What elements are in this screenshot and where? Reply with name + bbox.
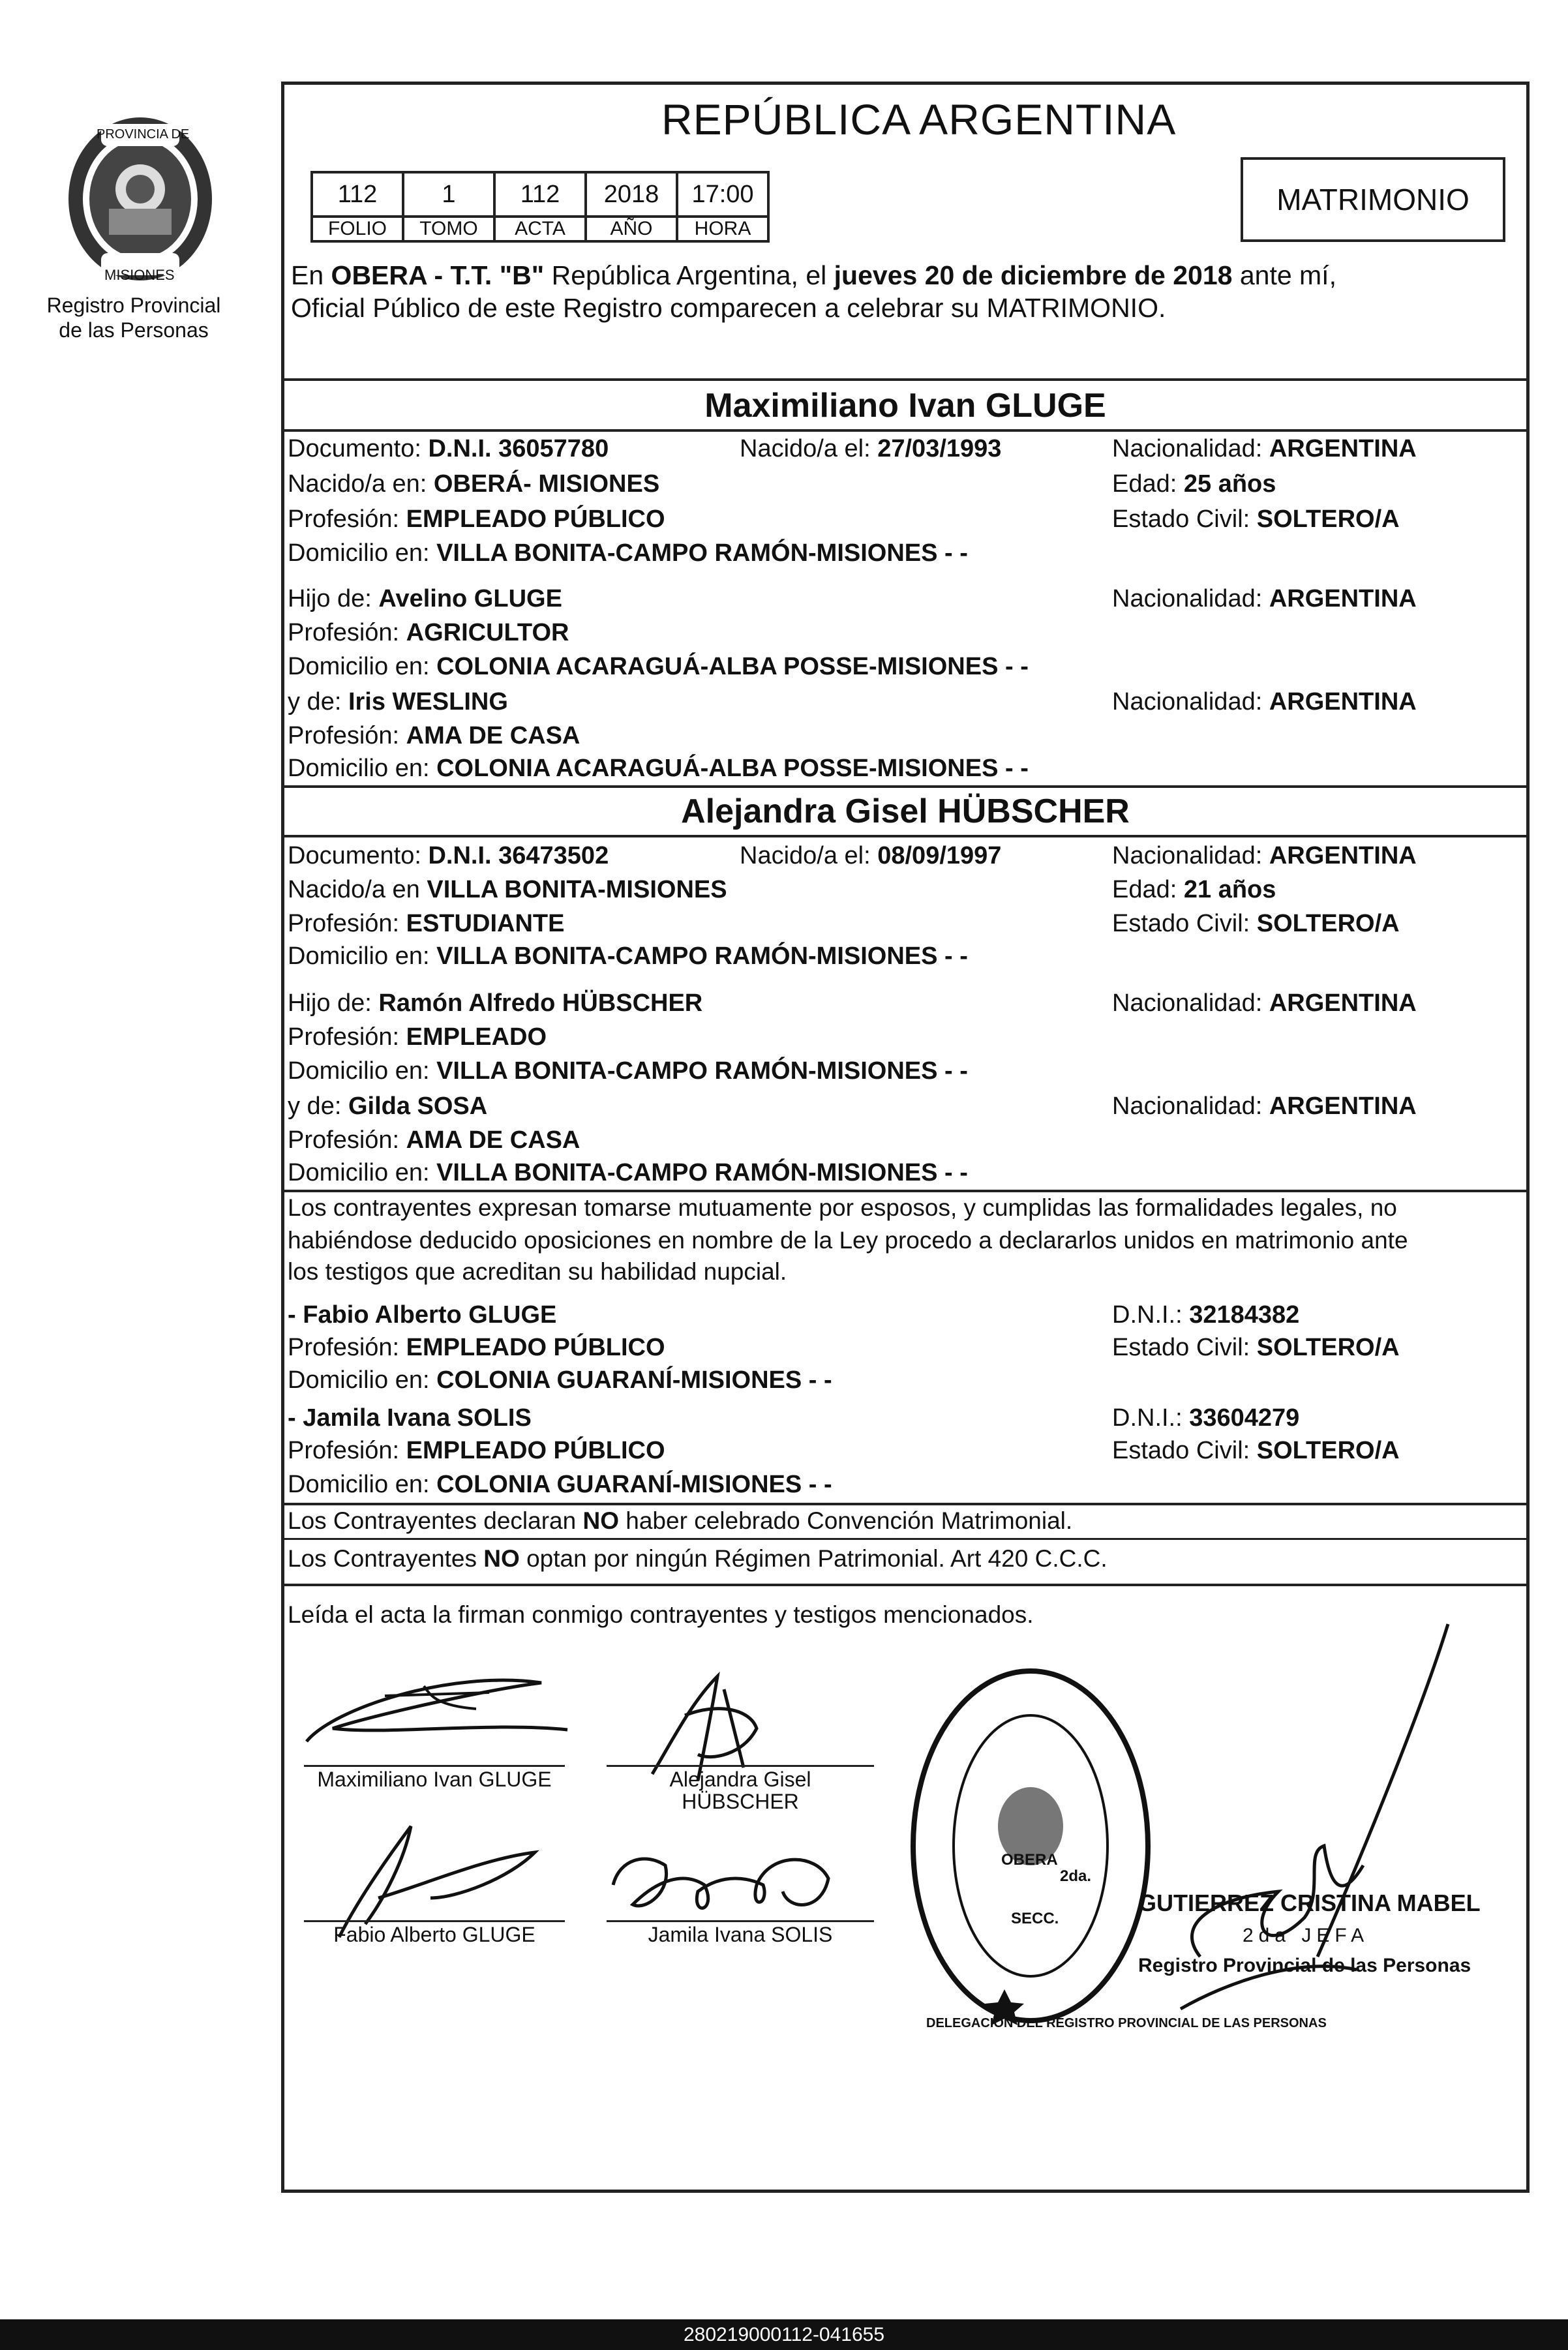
bride-address: Domicilio en: VILLA BONITA-CAMPO RAMÓN-MISIONES - -	[288, 942, 968, 970]
divider-bride	[281, 1190, 1530, 1192]
record-type-box: MATRIMONIO	[1241, 157, 1505, 242]
bride-document: Documento: D.N.I. 36473502	[288, 842, 609, 869]
signature-name-groom: Maximiliano Ivan GLUGE	[317, 1768, 552, 1791]
seal-text-top: PROVINCIA DE	[97, 127, 190, 142]
intro-line-2: Oficial Público de este Registro comparecen a celebrar su MATRIMONIO.	[291, 293, 1166, 323]
hour-label: HORA	[677, 217, 768, 241]
bride-father-address: Domicilio en: VILLA BONITA-CAMPO RAMÓN-MISIONES - -	[288, 1057, 968, 1085]
groom-mother-address: Domicilio en: COLONIA ACARAGUÁ-ALBA POSSE-MISIONES - -	[288, 755, 1029, 782]
groom-age: Edad: 25 años	[1112, 470, 1276, 498]
year-value: 2018	[586, 172, 677, 217]
groom-father: Hijo de: Avelino GLUGE	[288, 585, 562, 612]
groom-name: Maximiliano Ivan GLUGE	[704, 387, 1106, 425]
bride-mother-profession: Profesión: AMA DE CASA	[288, 1126, 580, 1154]
signature-name-witness-1: Fabio Alberto GLUGE	[333, 1923, 535, 1946]
intro-pre: En	[291, 260, 331, 290]
bride-father: Hijo de: Ramón Alfredo HÜBSCHER	[288, 989, 703, 1017]
witness-2-civil-status: Estado Civil: SOLTERO/A	[1112, 1437, 1400, 1464]
groom-profession: Profesión: EMPLEADO PÚBLICO	[288, 505, 665, 533]
logo-caption-line1: Registro Provincial	[46, 294, 221, 317]
stamp-center-3: SECC.	[1011, 1910, 1059, 1927]
groom-father-address: Domicilio en: COLONIA ACARAGUÁ-ALBA POSSE-MISIONES - -	[288, 653, 1029, 680]
hour-value: 17:00	[677, 172, 768, 217]
signature-name-witness-2: Jamila Ivana SOLIS	[648, 1923, 833, 1946]
folio-value: 112	[312, 172, 403, 217]
groom-birthplace: Nacido/a en: OBERÁ- MISIONES	[288, 470, 660, 498]
bride-birthplace: Nacido/a en VILLA BONITA-MISIONES	[288, 876, 727, 903]
page-title: REPÚBLICA ARGENTINA	[661, 95, 1177, 143]
witness-1-civil-status: Estado Civil: SOLTERO/A	[1112, 1334, 1400, 1361]
groom-nationality: Nacionalidad: ARGENTINA	[1112, 435, 1417, 462]
logo-caption-line2: de las Personas	[59, 318, 209, 342]
declaration-line-2: habiéndose deducido oposiciones en nombre de la Ley procedo a declararlos unidos en matrimonio ante	[288, 1227, 1408, 1254]
document-code: 280219000112-041655	[683, 2324, 885, 2345]
bride-father-nationality: Nacionalidad: ARGENTINA	[1112, 989, 1417, 1017]
groom-mother: y de: Iris WESLING	[288, 688, 508, 716]
closing-statement: Leída el acta la firman conmigo contrayentes y testigos mencionados.	[288, 1601, 1034, 1628]
signature-name-bride-2: HÜBSCHER	[682, 1790, 799, 1813]
seal-text-bottom: MISIONES	[104, 267, 175, 283]
groom-mother-nationality: Nacionalidad: ARGENTINA	[1112, 688, 1417, 716]
witness-1-name: - Fabio Alberto GLUGE	[288, 1301, 557, 1329]
bride-father-profession: Profesión: EMPLEADO	[288, 1023, 547, 1051]
signature-witness-2	[607, 1839, 841, 1931]
signature-groom	[294, 1657, 580, 1768]
signature-line-witness-1	[304, 1920, 565, 1922]
divider-header	[281, 378, 1530, 381]
groom-address: Domicilio en: VILLA BONITA-CAMPO RAMÓN-MISIONES - -	[288, 539, 968, 567]
divider-convention-2	[281, 1584, 1530, 1586]
divider-groom	[281, 785, 1530, 788]
intro-date: jueves 20 de diciembre de 2018	[834, 260, 1233, 290]
divider-groom-name	[281, 429, 1530, 432]
groom-mother-profession: Profesión: AMA DE CASA	[288, 722, 580, 749]
stamp-ring-text: DELEGACION DEL REGISTRO PROVINCIAL DE LAS PERSONAS	[926, 2016, 1327, 2030]
declaration-line-1: Los contrayentes expresan tomarse mutuamente por esposos, y cumplidas las formalidades legales, no	[288, 1194, 1397, 1221]
convention-line-1: Los Contrayentes declaran NO haber celebrado Convención Matrimonial.	[288, 1507, 1073, 1534]
bride-profession: Profesión: ESTUDIANTE	[288, 910, 565, 937]
intro-mid: República Argentina, el	[544, 260, 834, 290]
bride-mother-address: Domicilio en: VILLA BONITA-CAMPO RAMÓN-MISIONES - -	[288, 1159, 968, 1186]
official-title: 2da JEFA	[1243, 1925, 1370, 1946]
record-meta-table	[310, 171, 770, 243]
stamp-center-2: 2da.	[1060, 1867, 1092, 1885]
bride-age: Edad: 21 años	[1112, 876, 1276, 903]
bride-mother: y de: Gilda SOSA	[288, 1092, 488, 1120]
acta-label: ACTA	[494, 217, 586, 241]
bride-nationality: Nacionalidad: ARGENTINA	[1112, 842, 1417, 869]
official-name: GUTIERREZ CRISTINA MABEL	[1138, 1890, 1481, 1916]
tomo-value: 1	[403, 172, 494, 217]
intro-line-1	[291, 260, 1336, 291]
witness-2-name: - Jamila Ivana SOLIS	[288, 1404, 532, 1432]
bride-birthdate: Nacido/a el: 08/09/1997	[740, 842, 1002, 869]
witness-2-profession: Profesión: EMPLEADO PÚBLICO	[288, 1437, 665, 1464]
convention-line-2: Los Contrayentes NO optan por ningún Régimen Patrimonial. Art 420 C.C.C.	[288, 1545, 1108, 1572]
acta-value: 112	[494, 172, 586, 217]
witness-1-dni: D.N.I.: 32184382	[1112, 1301, 1300, 1329]
stamp-center-1: OBERA	[1001, 1851, 1058, 1869]
bride-mother-nationality: Nacionalidad: ARGENTINA	[1112, 1092, 1417, 1120]
signature-line-witness-2	[607, 1920, 874, 1922]
witness-2-dni: D.N.I.: 33604279	[1112, 1404, 1300, 1432]
witness-1-address: Domicilio en: COLONIA GUARANÍ-MISIONES - -	[288, 1366, 832, 1394]
divider-convention-1	[281, 1538, 1530, 1540]
year-label: AÑO	[586, 217, 677, 241]
groom-birthdate: Nacido/a el: 27/03/1993	[740, 435, 1002, 462]
groom-father-nationality: Nacionalidad: ARGENTINA	[1112, 585, 1417, 612]
declaration-line-3: los testigos que acreditan su habilidad nupcial.	[288, 1258, 787, 1285]
groom-document: Documento: D.N.I. 36057780	[288, 435, 609, 462]
signature-name-bride-1: Alejandra Gisel	[669, 1768, 811, 1791]
groom-civil-status: Estado Civil: SOLTERO/A	[1112, 505, 1400, 533]
folio-label: FOLIO	[312, 217, 403, 241]
bride-civil-status: Estado Civil: SOLTERO/A	[1112, 910, 1400, 937]
bride-name: Alejandra Gisel HÜBSCHER	[681, 792, 1130, 830]
tomo-label: TOMO	[403, 217, 494, 241]
witness-1-profession: Profesión: EMPLEADO PÚBLICO	[288, 1334, 665, 1361]
divider-bride-name	[281, 835, 1530, 837]
signature-line-groom	[304, 1765, 565, 1767]
witness-2-address: Domicilio en: COLONIA GUARANÍ-MISIONES - -	[288, 1471, 832, 1498]
divider-witnesses	[281, 1503, 1530, 1505]
official-organization: Registro Provincial de las Personas	[1138, 1955, 1471, 1976]
signature-line-bride	[607, 1765, 874, 1767]
intro-post: ante mí,	[1232, 260, 1336, 290]
groom-father-profession: Profesión: AGRICULTOR	[288, 619, 569, 646]
intro-place: OBERA - T.T. "B"	[331, 260, 545, 290]
